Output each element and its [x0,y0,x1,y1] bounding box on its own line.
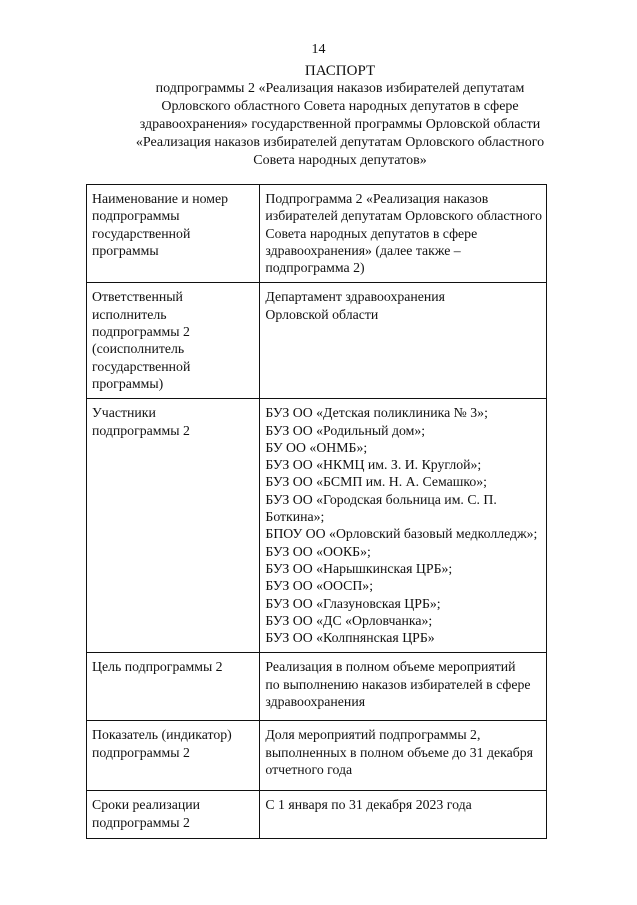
cell-text: БУЗ ОО «НКМЦ им. З. И. Круглой»; [265,457,482,473]
row-value-cell [260,721,547,791]
row-value-cell [260,185,547,283]
cell-text: БУЗ ОО «ДС «Орловчанка»; [265,612,433,628]
cell-text: Участники [92,405,156,421]
cell-text: Подпрограмма 2 «Реализация наказов [265,191,489,206]
cell-text: БПОУ ОО «Орловский базовый медколледж»; [265,526,538,542]
title-heading: ПАСПОРТ [304,63,376,79]
title-line: «Реализация наказов избирателей депутатам Орловского областного [135,135,545,150]
cell-text: подпрограммы [92,208,180,224]
page-number: 14 [311,42,326,57]
cell-text: Показатель (индикатор) [92,727,232,743]
table-row [87,185,547,283]
row-label-cell [87,721,260,791]
cell-text: Сроки реализации [92,797,200,813]
cell-text: БУЗ ОО «Детская поликлиника № 3»; [265,405,488,421]
cell-text: Департамент здравоохранения [265,289,446,305]
row-value-cell [260,653,547,721]
cell-text: Боткина»; [265,509,325,525]
cell-text: БУЗ ОО «Нарышкинская ЦРБ»; [265,560,453,576]
row-label-cell [87,791,260,839]
table-row [87,283,547,399]
cell-text: государственной [92,358,191,374]
row-value-cell [260,399,547,653]
cell-text: БУЗ ОО «Глазуновская ЦРБ»; [265,595,441,611]
cell-text: исполнитель [92,306,167,322]
cell-text: БУ ОО «ОНМБ»; [265,439,368,455]
cell-text: здравоохранения» (далее также – [265,242,461,258]
row-label-cell [87,283,260,399]
document-title [90,62,590,170]
cell-text: подпрограммы 2 [92,814,190,830]
cell-text: Совета народных депутатов в сфере [265,225,478,241]
cell-text: БУЗ ОО «ООСП»; [265,578,374,594]
cell-text: подпрограммы 2 [92,324,190,340]
cell-text: С 1 января по 31 декабря 2023 года [265,797,472,813]
title-line: Совета народных депутатов» [253,153,427,168]
cell-text: выполненных в полном объеме до 31 декабря [265,744,533,760]
table-row [87,721,547,791]
table-row [87,399,547,653]
cell-text: подпрограммы 2 [92,744,190,760]
cell-text: БУЗ ОО «Городская больница им. С. П. [265,491,497,507]
cell-text: Наименование и номер [92,191,229,206]
row-value-cell [260,283,547,399]
cell-text: Ответственный [92,289,183,305]
cell-text: подпрограммы 2 [92,422,190,438]
table-row [87,791,547,839]
cell-text: Орловской области [265,306,379,322]
cell-text: отчетного года [265,762,353,778]
row-label-cell [87,399,260,653]
cell-text: по выполнению наказов избирателей в сфере [265,676,531,692]
title-line: здравоохранения» государственной программы Орловской области [139,117,541,132]
table-row [87,653,547,721]
cell-text: здравоохранения [265,694,366,710]
row-value-cell [260,791,547,839]
cell-text: БУЗ ОО «ООКБ»; [265,543,371,559]
cell-text: БУЗ ОО «БСМП им. Н. А. Семашко»; [265,474,488,490]
cell-text: программы) [92,375,164,391]
row-label-cell [87,653,260,721]
cell-text: программы [92,242,159,258]
cell-text: государственной [92,225,191,241]
cell-text: Доля мероприятий подпрограммы 2, [265,727,481,743]
cell-text: избирателей депутатам Орловского областного [265,208,542,224]
title-line: Орловского областного Совета народных депутатов в сфере [161,99,519,114]
row-label-cell [87,185,260,283]
cell-text: Реализация в полном объеме мероприятий [265,659,516,675]
cell-text: подпрограмма 2) [265,260,365,276]
cell-text: Цель подпрограммы 2 [92,659,223,675]
cell-text: (соисполнитель [92,341,185,357]
cell-text: БУЗ ОО «Родильный дом»; [265,422,426,438]
passport-table [86,184,547,839]
title-line: подпрограммы 2 «Реализация наказов избирателей депутатам [155,81,525,96]
cell-text: БУЗ ОО «Колпнянская ЦРБ» [265,630,435,646]
